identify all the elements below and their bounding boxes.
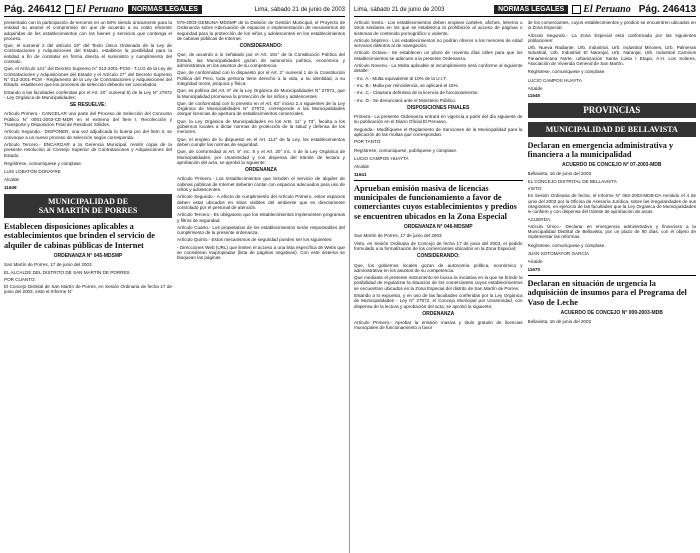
newspaper-logo — [572, 4, 631, 15]
right-page-header — [354, 3, 696, 17]
paragraph: Urb. Nueva Radiante, Urb. Industrial, Urb. Industrial Mirones, Urb. Palmeras Industrial, Urb. Industrial El Naranjal, Urb. Naranjal, Urb. Industrial Caminos Panamericana Norte, urbanización Santa Luisa I Etapa, A.H. Los Solares, Asociación de Vivienda General de San Martín. — [527, 45, 696, 67]
agreement-number: ACUERDO DE CONCEJO N° 009-2003-MDB — [560, 309, 663, 316]
closing-line: Regístrese, comuníquese, publíquese y cúmplase. — [354, 147, 458, 153]
logo-emblem-icon — [572, 5, 581, 14]
article: Artículo Quinto.- Estos mecanismos de seguridad pueden ser los siguientes: — [177, 237, 333, 243]
article: Artículo Tercero.- ENCARGAR a la Gerencia Municipal, remitir copia de la presente resolución al Consejo Superior de Contrataciones y Adquisiciones del Estado. — [4, 141, 172, 158]
list-item: - Inc. C.- Clausura definitiva de la licencia de funcionamiento. — [354, 90, 479, 96]
agreement-number: ACUERDO DE CONCEJO N° 07-2003-MDB — [561, 162, 662, 169]
divider — [528, 275, 697, 276]
list-item: - Inc. B.- Multa por reincidencia, se aplicará el 15%. — [354, 82, 459, 88]
article: Artículo Octavo.- Se establecen un plazo de noventa días útiles para que los establecimientos se adecuen a la presente Ordenanza. — [354, 50, 523, 61]
paragraph: En Sesión Ordinaria de fecha, el Informe N° 082-2003-MDB-DA remitido el 4 de junio del 2003 por la Oficina de Asesoría Jurídica, sobre las irregularidades de sus integrantes, en ejercicio de las facultades que la Ley Orgánica de Municipalidades le confiere y con dispensa del trámite de aprobación de actas. — [527, 193, 696, 215]
place-date: Bellavista, 16 de junio del 2003 — [527, 319, 592, 325]
place-date: San Martín de Porres, 17 de junio del 2003 — [354, 233, 442, 239]
paragraph: Que, de conformidad al Art. 9° inc. 8 y el Art. 20° inc. 4 de la Ley Orgánica de Municipalidades, por Unanimidad y con dispensa del trámite de lectura y aprobación del acta, se aprobó la siguiente: — [177, 149, 345, 165]
list-item: - Direcciones Web (URL) que limiten el acceso a una lista específica de Webs que se consideran inapropiadas (lista de páginas negativas). Con este sistema se bloquean las páginas. — [177, 244, 345, 261]
municipality-banner — [4, 194, 172, 218]
article: Artículo Primero.- Aprobar la emisión masiva y titulo gratuito de licencias municipales de funcionamiento a favor — [354, 320, 523, 331]
signer-title: Alcalde — [4, 177, 20, 183]
notice-number: 11670 — [527, 266, 541, 272]
list-item: - Inc. A.- Multa equivalente al 10% de la U.I.T. — [354, 75, 447, 81]
list-item: - Inc. D.- Se denunciará ante el Ministerio Público. — [354, 97, 457, 103]
right-col-1 — [354, 20, 523, 551]
notice-number: 11649 — [4, 184, 17, 190]
closing-line: Regístrese, comuníquese y cúmplase. — [527, 242, 606, 248]
page-number: Pág. 246412 — [4, 4, 62, 15]
page-date: Lima, sábado 21 de junio de 2003 — [354, 6, 445, 13]
whereas: POR CUANTO: — [4, 276, 36, 282]
ordinance-number: ORDENANZA N° 046-MDSMP — [403, 224, 473, 231]
paragraph: Que, el Artículo 141° del Decreto Supremo N° 013-2001-PCM - T.U.O de la Ley de Contrataciones y Adquisiciones del Estado y el Artículo 27° del Decreto Supremo N° 013-2001-PCM - Reglamento de la Ley de Contrataciones y Adquisiciones del Estado, establecen que los procesos de selección deberán ser cancelados. — [4, 66, 172, 88]
left-col-2 — [177, 20, 345, 551]
ordinance-heading: ORDENANZA — [245, 167, 277, 174]
paragraph: Que, la Ley Orgánica de Municipalidades en los Arts. 11° y 73°, faculta a los gobiernos locales a dictar normas de protección de la salud y defensa de los menores. — [177, 118, 345, 135]
logo-text: El Peruano — [583, 4, 631, 15]
paragraph: Que mediante el presente instrumento se busca la iniciativa en la que se brinde la posibilidad de regularizar la situación de los comerciantes cuyos establecimientos se encuentran ubicados en la Zona Especial del distrito de San Martín de Porres. — [354, 275, 523, 291]
ordinance-number: ORDENANZA N° 045-MDSMP — [53, 252, 123, 259]
final-provisions-heading: DISPOSICIONES FINALES — [407, 104, 470, 111]
newspaper-logo — [65, 4, 124, 15]
paragraph: Que, es política del Art. 9° de la Ley Orgánica de Municipalidades N° 27972, que la Municipalidad promueva la protección de los niños y adolescentes. — [177, 88, 345, 99]
article: Artículo Único.- Declarar en emergencia administrativa y financiera a la Municipalidad Distrital de Bellavista, por un plazo de 90 días, con el objeto de implementar las reformas. — [527, 223, 696, 240]
left-page-header — [4, 3, 345, 17]
signer-title: Alcalde — [354, 164, 370, 170]
article: Artículo Cuarto.- Los propietarios de los establecimientos serán responsables del cumplimiento de la presente ordenanza. — [177, 224, 345, 236]
article: Artículo Noveno.- La Multa aplicable al incumplimiento será conforme al siguiente detalle: — [354, 63, 523, 74]
left-col-1 — [4, 20, 172, 551]
right-page-columns — [354, 20, 696, 551]
banner-line: SAN MARTÍN DE PORRES — [38, 206, 138, 216]
paragraph: El Concejo Distrital de San Martín de Porres, en Sesión Ordinaria de fecha 17 de junio del 2003, visto el Informe N° — [4, 284, 172, 295]
article: Artículo Primero.- Los Establecimientos que brinden el servicio de alquiler de cabinas públicas de Internet deberán contar con espacios adecuados para uso de niños y adolescentes. — [177, 176, 345, 193]
paragraph: Que, de conformidad con lo previsto en el Art. 83° inciso 2.4 siguientes de la Ley Orgánica de Municipalidades N° 27972, corresponde a las Municipalidades otorgar licencias de apertura de establecimientos comerciales. — [177, 100, 345, 117]
paragraph: Que, el numeral 2 del artículo 19° del Texto Único Ordenado de la Ley de Contrataciones y Adquisiciones del Estado, establece la posibilidad para la entidad a fin de contratar en forma directa el suministro y cumplimiento del contrato. — [4, 43, 172, 65]
signer-name: JUAN SOTOMAYOR GARCÍA — [527, 251, 590, 257]
considerando-heading: CONSIDERANDO: — [239, 43, 283, 50]
ordinance-heading: ORDENANZA — [422, 310, 455, 317]
page-number: Pág. 246413 — [638, 4, 696, 15]
right-col-2 — [528, 20, 697, 551]
resolve-heading: SE RESUELVE: — [69, 102, 107, 109]
paragraph: Visto, en Sesión Ordinaria de Concejo de fecha 17 de junio del 2003, el pedido formulado a la formalización de los comerciantes ubicados en la Zona Especial; — [354, 240, 523, 251]
logo-text: El Peruano — [76, 4, 124, 15]
article: Artículo Tercero.- Es obligatorio que los establecimientos implementen programas y filtros de seguridad. — [177, 212, 345, 223]
signer-title: Alcalde — [527, 85, 543, 91]
paragraph: Que, los gobiernos locales gozan de autonomía política, económica y administrativa en los asuntos de su competencia. — [354, 262, 523, 273]
article: Artículo Primero.- CANCELAR una parte del Proceso de Selección del Concurso Público N° 0001-2003-CE-MDR en el extremo del Ítem I, Recolección y Transporte y Disposición Final de Residuos Sólidos. — [4, 111, 172, 128]
por-tanto: POR TANTO: — [354, 139, 382, 145]
council-name: EL ALCALDE DEL DISTRITO DE SAN MARTÍN DE PORRES — [4, 269, 130, 275]
paragraph: 079-2003-GEMUNA-MDSMP de la División de Gestión Municipal, el Proyecto de Ordenanza sobre Adecuación de espacios e implementación de mecanismos de seguridad para la protección de los niños y adolescentes en los establecimientos de cabinas públicas de Internet. — [177, 20, 345, 41]
paragraph: Que, de conformidad con lo dispuesto por el Art. 2° numeral 1 de la Constitución Política del Perú, toda persona tiene derecho a la vida, a su identidad, a su integridad moral, psíquica y física. — [177, 70, 345, 86]
banner-line: MUNICIPALIDAD DE — [47, 197, 129, 207]
article: Primera.- La presente Ordenanza entrará en vigencia a partir del día siguiente de su publicación en el Diario Oficial El Peruano. — [354, 114, 523, 125]
article-headline: Declaran en situación de urgencia la adquisición de insumos para el Programa del Vaso de Leche — [527, 278, 687, 307]
signer-name: LUIS LOBATÓN DONAYRE — [4, 169, 61, 175]
closing-line: Regístrese, comuníquese y cúmplase. — [4, 160, 83, 166]
place-date: Bellavista, 16 de junio del 2003 — [527, 171, 592, 177]
section-badge: NORMAS LEGALES — [494, 5, 568, 14]
article: Artículo Segundo.- La Zona Especial está conformada por las siguientes poblaciones: — [527, 32, 696, 43]
notice-number: 11645 — [527, 93, 541, 99]
logo-emblem-icon — [65, 5, 74, 14]
signer-name: LUCIO CAMPOS HUAYTA — [354, 155, 409, 161]
notice-number: 11641 — [354, 171, 367, 177]
council-name: EL CONCEJO DISTRITAL DE BELLAVISTA — [527, 178, 617, 184]
article: Segunda.- Modifíquese el Reglamento de Sanciones de la Municipalidad para la aplicación de las multas que correspondan. — [354, 126, 523, 138]
paragraph: Estando a las facultades conferidas por el Art. 20° numeral 6) de la Ley N° 27972 - Ley Orgánica de Municipalidades; — [4, 89, 172, 100]
left-page-columns — [4, 20, 345, 551]
article: Artículo Séptimo.- Los establecimientos no podrán ofrecer a los menores de edad servicios distintos al de navegación. — [354, 37, 523, 49]
provincias-banner: PROVINCIAS — [528, 103, 697, 118]
divider — [354, 180, 523, 181]
paragraph: de los comerciantes, cuyos establecimientos y predios se encuentren ubicados en la Zona Especial. — [527, 20, 696, 31]
right-page — [350, 0, 700, 553]
article: Artículo Segundo.- A efecto de cumplimiento del Artículo Primero, estos espacios deben estar ubicados en sitios visibles del ambiente que es directamente controlado por el personal de atención. — [177, 194, 345, 210]
considerando-heading: CONSIDERANDO: — [416, 253, 460, 260]
closing-line: Regístrese, comuníquese y cúmplase. — [527, 69, 606, 75]
paragraph: Que, de acuerdo a lo señalado por el Art. 191° de la Constitución Política del Estado, las Municipalidades gozan de autonomía política, económica y administrativa en los asuntos de su competencia. — [177, 52, 345, 69]
article: Artículo Sexto.- Los establecimientos deben emplear carteles, afiches, letreros u otros similares en los que se establezca la prohibición al acceso de páginas o sistemas de contenido pornográfico o violento. — [354, 20, 523, 36]
article: Artículo Segundo.- DISPONER, una vez adjudicada la buena pro del Ítem II, se convoque a un nuevo proceso de selección según corresponda. — [4, 129, 172, 140]
article-headline: Aprueban emisión masiva de licencias municipales de funcionamiento a favor de comerciantes cuyos establecimientos y predios se encuentren ubicados en la Zona Especial — [354, 183, 517, 221]
paragraph: Que, el empleo de lo dispuesto en el Art. 114° de la Ley, los establecimientos deben cumplir las normas de seguridad. — [177, 136, 345, 147]
page-date: Lima, sábado 21 de junio de 2003 — [254, 6, 345, 13]
signer-name: LUCIO CAMPOS HUAYTA — [527, 77, 582, 83]
paragraph: Estando a lo expuesto, y en uso de las facultades conferidas por la Ley Orgánica de Municipalidades - Ley N° 27972, el Concejo Municipal por Unanimidad, con dispensa de la lectura y aprobación del acta, se aprobó la siguiente: — [354, 292, 523, 309]
municipality-banner: MUNICIPALIDAD DE BELLAVISTA — [528, 122, 697, 137]
article-headline: Declaran en emergencia administrativa y financiera a la municipalidad — [527, 140, 674, 159]
acuerda-heading: ACUERDA: — [527, 216, 552, 222]
section-badge: NORMAS LEGALES — [128, 5, 202, 14]
signer-title: Alcalde — [527, 259, 543, 265]
visto-heading: VISTO: — [527, 186, 543, 192]
place-date: San Martín de Porres, 17 de junio del 2003. — [4, 262, 93, 268]
paragraph: presentado con la participación de terceros en un 50% siendo únicamente para la entidad su asume el compromiso sin que de acuerdo a su costo eficiente adquiridas de los establecimientos con los bienes y servicios que contenga el proceso. — [4, 20, 172, 41]
article-headline: Establecen disposiciones aplicables a establecimientos que brinden el servicio de alquiler de cabinas públicas de Internet — [4, 222, 155, 250]
